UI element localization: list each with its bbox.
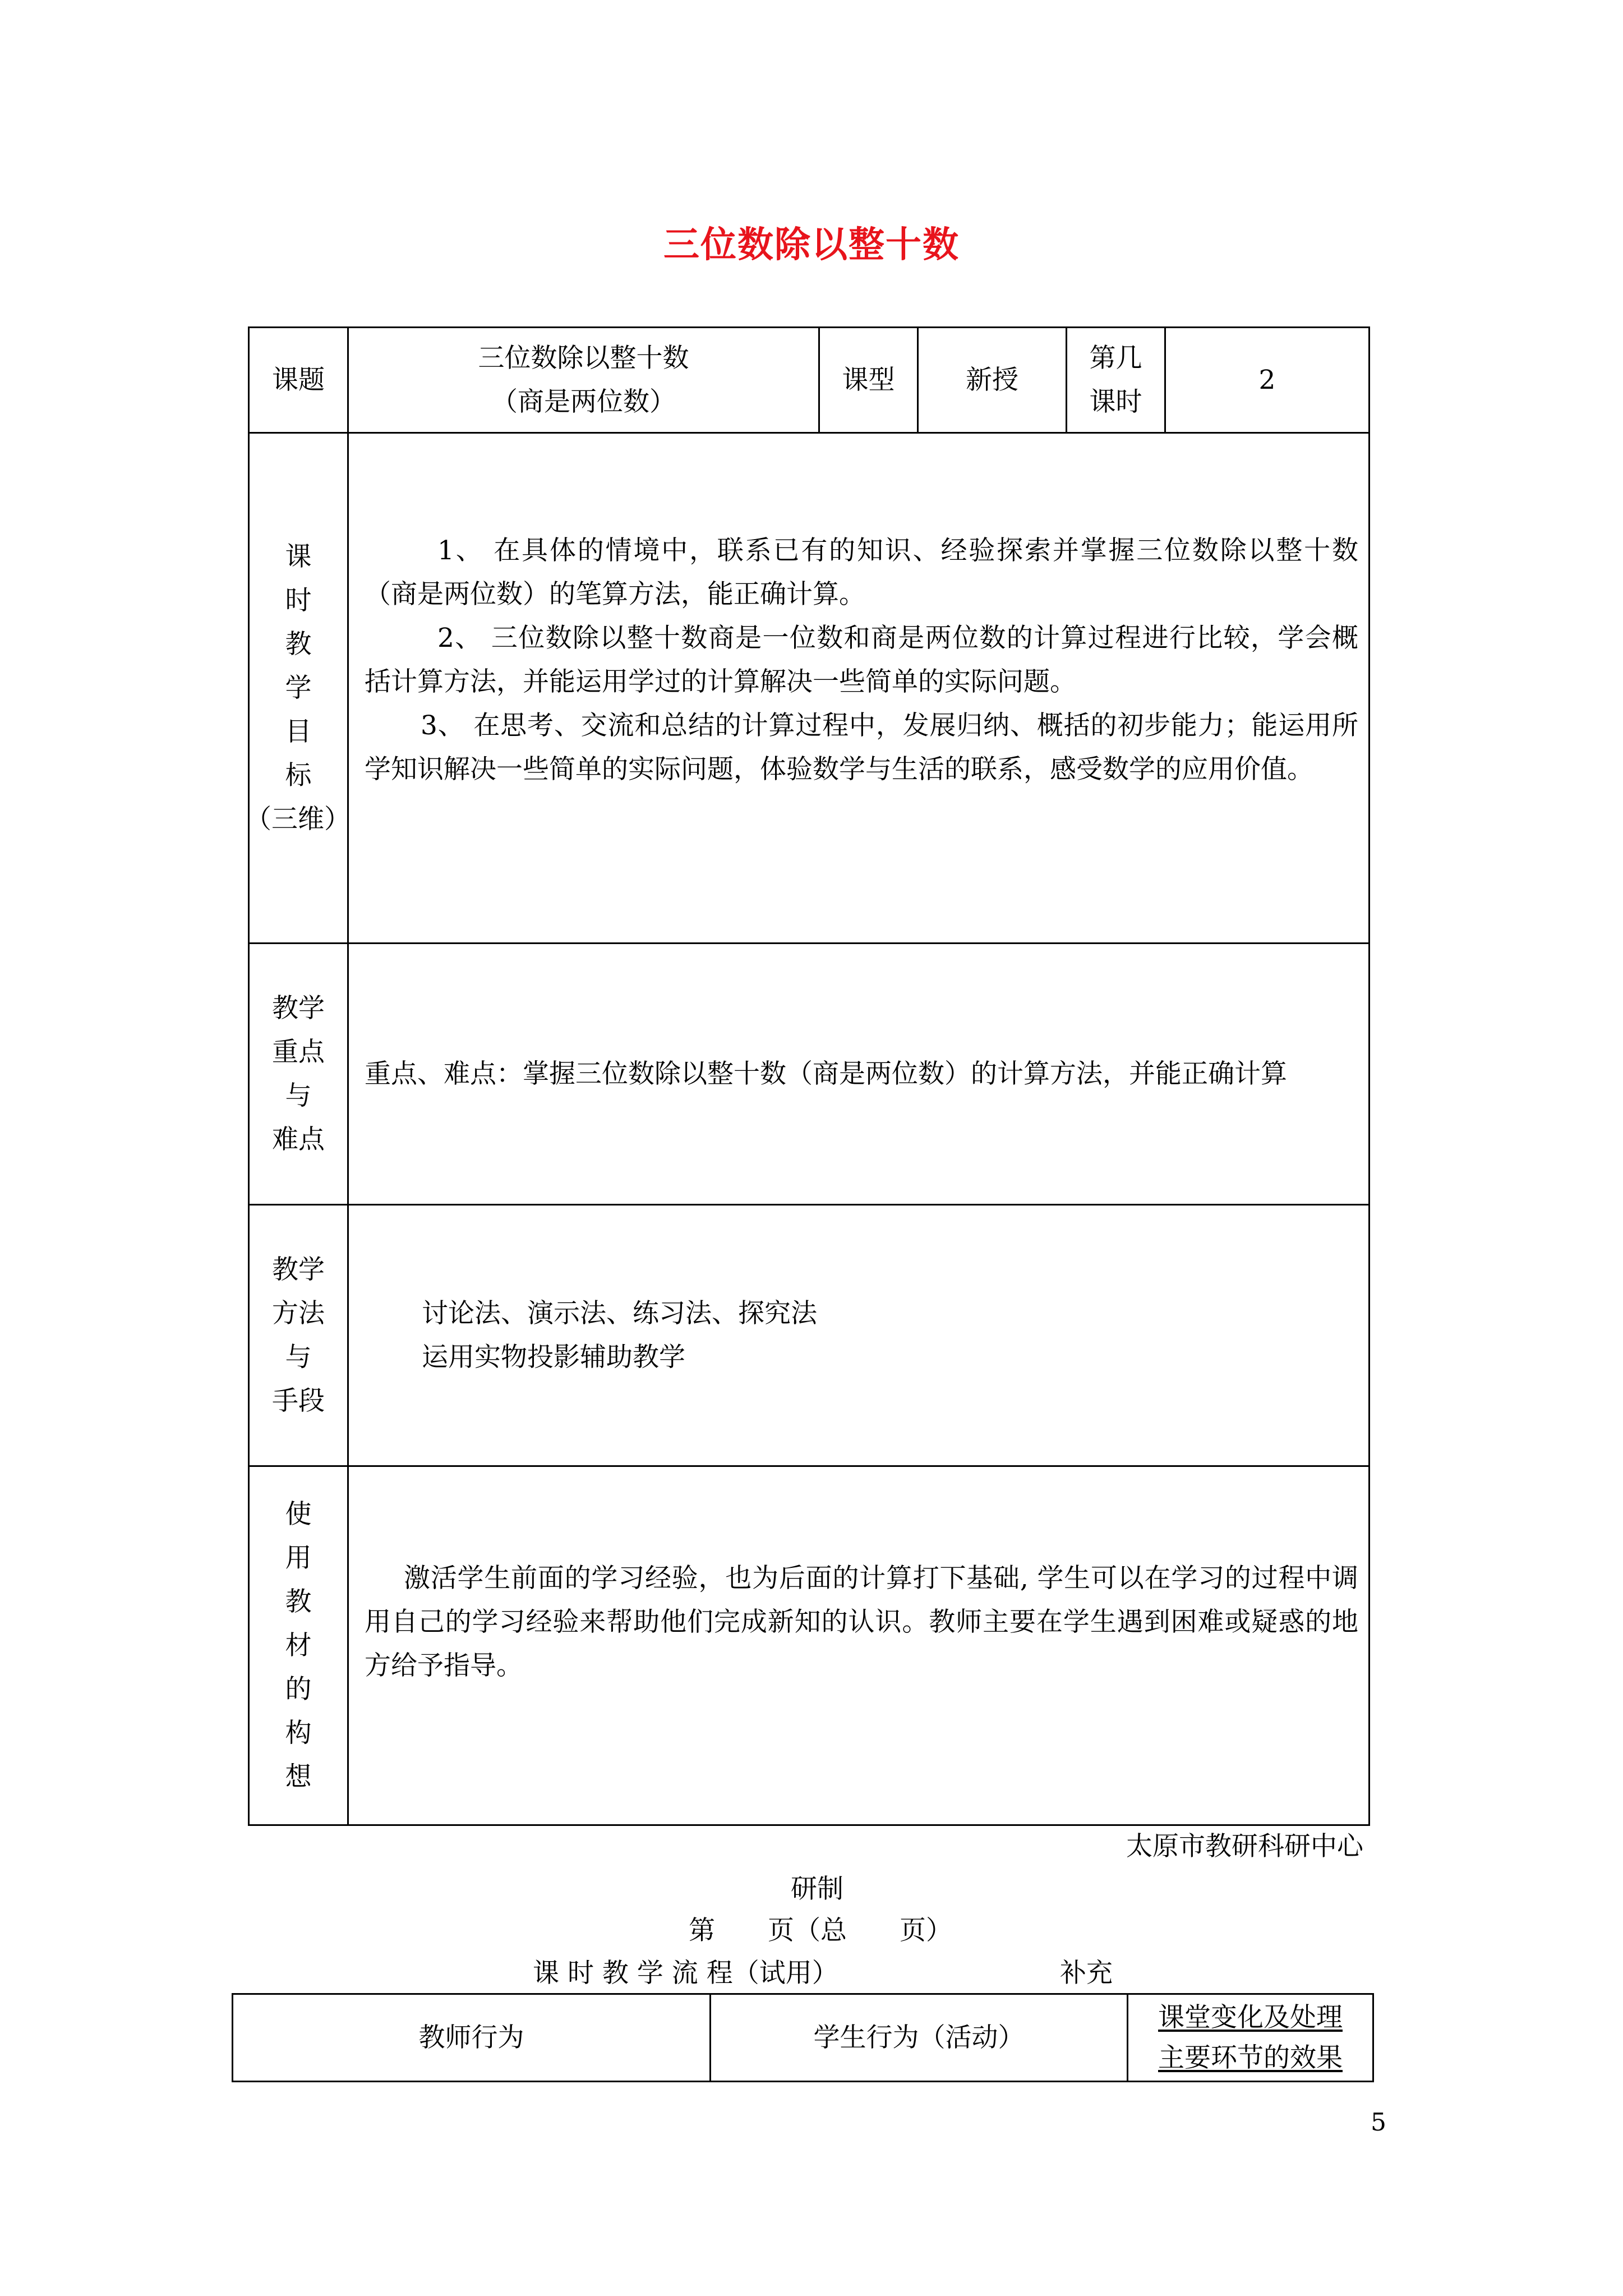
organization: 太原市教研科研中心 xyxy=(1126,1831,1363,1862)
period-label-line-1: 第几 xyxy=(1089,342,1142,374)
page-title: 三位数除以整十数 xyxy=(663,224,960,266)
methods-row xyxy=(249,1205,1370,1466)
page-count-line: 第 页（总 页） xyxy=(689,1915,952,1946)
label-line: 难点 xyxy=(272,1124,325,1155)
student-behavior-header: 学生行为（活动） xyxy=(711,1994,1128,2082)
lesson-plan-table xyxy=(245,326,1370,1826)
keypoints-content xyxy=(348,944,1370,1205)
page-number: 5 xyxy=(1371,2108,1386,2137)
teaching-flow-table xyxy=(232,1993,1374,2082)
label-char: 用 xyxy=(285,1542,312,1573)
label-char: 目 xyxy=(285,716,312,747)
label-char: 材 xyxy=(285,1630,312,1661)
label-char: （三维） xyxy=(245,803,351,835)
flow-header-row xyxy=(233,1994,1373,2082)
label-line: 重点 xyxy=(272,1036,325,1068)
concept-row xyxy=(249,1466,1370,1825)
label-line: 教学 xyxy=(272,1254,325,1285)
class-change-line-1: 课堂变化及处理 xyxy=(1158,2001,1343,2033)
objective-3: 3、 在思考、交流和总结的计算过程中，发展归纳、概括的初步能力；能运用所学知识解决一些简单的实际问题，体验数学与生活的联系，感受数学的应用价值。 xyxy=(365,710,1358,785)
supplement-label: 补充 xyxy=(1060,1958,1113,1989)
period-label-line-2: 课时 xyxy=(1089,386,1142,417)
type-value: 新授 xyxy=(918,328,1067,433)
teacher-behavior-header: 教师行为 xyxy=(233,1994,711,2082)
methods-label xyxy=(249,1205,348,1466)
concept-label xyxy=(249,1466,348,1825)
class-change-line-2: 主要环节的效果 xyxy=(1158,2042,1343,2073)
label-char: 教 xyxy=(285,628,312,660)
label-char: 时 xyxy=(285,585,312,616)
type-label: 课型 xyxy=(819,328,918,433)
topic-value xyxy=(348,328,819,433)
label-char: 教 xyxy=(285,1586,312,1617)
methods-content xyxy=(348,1205,1370,1466)
concept-text: 激活学生前面的学习经验，也为后面的计算打下基础, 学生可以在学习的过程中调用自己的学习经验来帮助他们完成新知的认识。教师主要在学生遇到困难或疑惑的地方给予指导。 xyxy=(365,1563,1358,1681)
label-line: 与 xyxy=(285,1341,312,1373)
label-char: 课 xyxy=(285,541,312,572)
label-char: 学 xyxy=(285,672,312,703)
topic-label: 课题 xyxy=(249,328,348,433)
objective-2: 2、 三位数除以整十数商是一位数和商是两位数的计算过程进行比较，学会概括计算方法，并能运用学过的计算解决一些简单的实际问题。 xyxy=(365,623,1358,697)
made-by: 研制 xyxy=(791,1874,843,1904)
period-value: 2 xyxy=(1165,328,1370,433)
objectives-label xyxy=(245,433,351,944)
flow-title: 课 时 教 学 流 程（试用） xyxy=(533,1958,838,1989)
label-line: 与 xyxy=(285,1080,312,1111)
keypoints-row xyxy=(249,944,1370,1205)
objective-1: 1、 在具体的情境中，联系已有的知识、经验探索并掌握三位数除以整十数（商是两位数）的笔算方法，能正确计算。 xyxy=(365,535,1358,610)
label-char: 的 xyxy=(285,1673,312,1705)
topic-line-2: （商是两位数） xyxy=(491,386,676,417)
label-line: 方法 xyxy=(272,1297,325,1329)
topic-line-1: 三位数除以整十数 xyxy=(478,342,689,374)
methods-line-2: 运用实物投影辅助教学 xyxy=(422,1341,685,1373)
objectives-content xyxy=(348,433,1370,944)
objectives-row xyxy=(249,433,1370,944)
period-label xyxy=(1067,328,1165,433)
label-char: 想 xyxy=(285,1761,312,1792)
keypoints-label xyxy=(249,944,348,1205)
keypoints-text: 重点、难点：掌握三位数除以整十数（商是两位数）的计算方法，并能正确计算 xyxy=(365,1058,1287,1089)
class-change-header xyxy=(1128,1994,1373,2082)
label-line: 教学 xyxy=(272,992,325,1024)
label-char: 标 xyxy=(285,760,312,791)
header-row xyxy=(249,328,1370,433)
label-char: 构 xyxy=(285,1717,312,1749)
label-char: 使 xyxy=(285,1498,312,1530)
concept-content xyxy=(348,1466,1370,1825)
methods-line-1: 讨论法、演示法、练习法、探究法 xyxy=(422,1297,817,1329)
label-line: 手段 xyxy=(272,1385,325,1416)
